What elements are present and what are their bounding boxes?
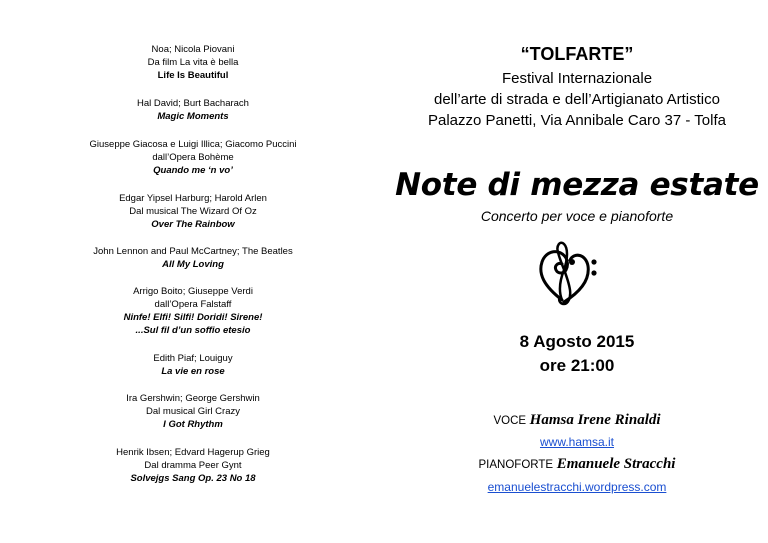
program-credit: John Lennon and Paul McCartney; The Beatles [93,246,293,257]
concert-title: Note di mezza estate [395,167,759,203]
song-title: Ninfe! Elfi! Silfi! Doridi! Sirene! [123,312,263,323]
piano-website-link[interactable]: emanuelestracchi.wordpress.com [487,480,667,494]
song-title: Life Is Beautiful [157,70,229,81]
piano-name: Emanuele Stracchi [556,456,676,472]
treble-bass-clef-heart-icon [534,240,610,310]
song-title: Over The Rainbow [151,219,235,230]
program-credit: Edith Piaf; Louiguy [153,353,233,364]
program-item [0,352,386,378]
piano-performer [386,456,768,473]
voice-website-link[interactable]: www.hamsa.it [539,435,615,449]
program-item [0,192,386,231]
festival-line-2: dell’arte di strada e dell’Artigianato Artistico [434,91,720,108]
voice-link-row [386,433,768,451]
festival-name: “TOLFARTE” [520,44,634,64]
piano-link-row [386,478,768,496]
program-credit: Henrik Ibsen; Edvard Hagerup Grieg [116,447,270,458]
program-credit: Noa; Nicola Piovani [151,44,235,55]
voice-name: Hamsa Irene Rinaldi [529,412,661,428]
program-credit: dall’Opera Falstaff [154,299,232,310]
voice-performer [386,412,768,429]
song-title: La vie en rose [161,366,225,377]
program-credit: Dal dramma Peer Gynt [144,460,242,471]
song-title: Quando me ‘n vo’ [153,165,233,176]
program-item [0,97,386,123]
song-title: ...Sul fil d’un soffio etesio [135,325,251,336]
song-title: All My Loving [162,259,224,270]
program-credit: Arrigo Boito; Giuseppe Verdi [133,286,253,297]
program-credit: Hal David; Burt Bacharach [137,98,249,109]
program-item [0,138,386,177]
voice-role: VOCE [493,415,527,427]
song-title: I Got Rhythm [163,419,223,430]
festival-line-1: Festival Internazionale [501,70,653,87]
program-item [0,446,386,485]
concert-date: 8 Agosto 2015 [519,332,635,351]
program-credit: Edgar Yipsel Harburg; Harold Arlen [119,193,267,204]
program-credit: Giuseppe Giacosa e Luigi Illica; Giacomo Puccini [89,139,297,150]
program-credit: Da film La vita è bella [147,57,239,68]
program-credit: Ira Gershwin; George Gershwin [126,393,260,404]
festival-venue: Palazzo Panetti, Via Annibale Caro 37 - Tolfa [428,112,726,129]
concert-time: ore 21:00 [539,356,615,375]
program-item [0,285,386,337]
program-credit: Dal musical Girl Crazy [146,406,240,417]
program-item [0,392,386,431]
program-credit: Dal musical The Wizard Of Oz [129,206,257,217]
program-item [0,245,386,271]
song-title: Solvejgs Sang Op. 23 No 18 [130,473,256,484]
program-credit: dall’Opera Bohème [152,152,234,163]
piano-role: PIANOFORTE [478,459,554,471]
program-item [0,43,386,82]
song-title: Magic Moments [157,111,229,122]
concert-subtitle: Concerto per voce e pianoforte [480,208,674,224]
